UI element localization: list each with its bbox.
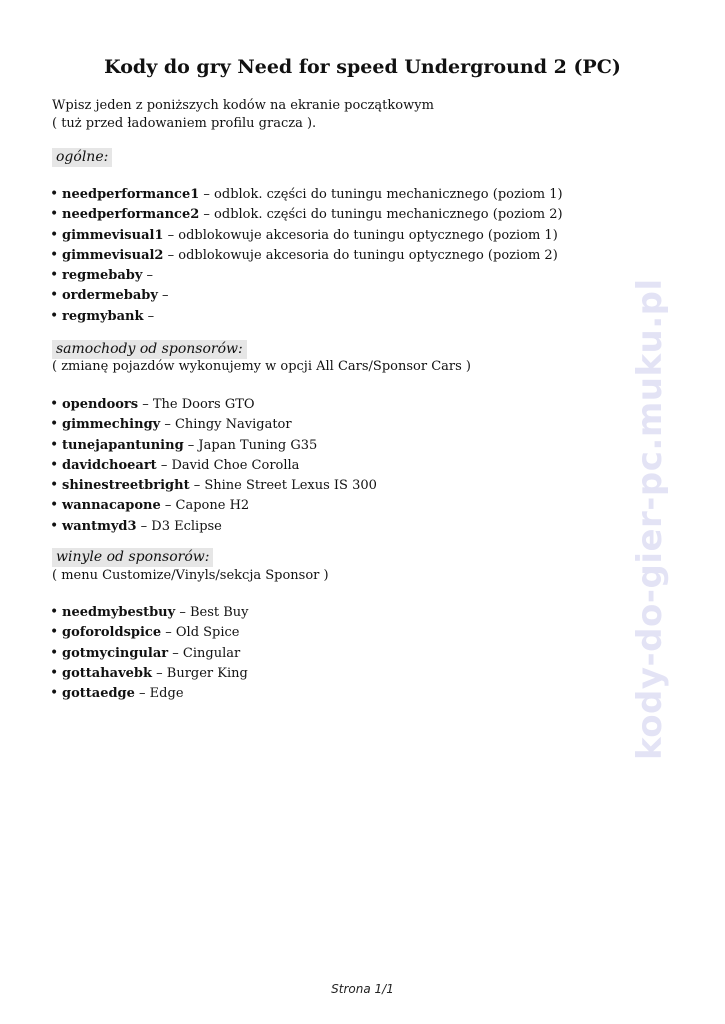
cheat-description: – David Choe Corolla xyxy=(156,457,300,473)
bullet-icon: • xyxy=(50,624,59,641)
code-list-sponsor-vinyls xyxy=(50,602,249,703)
section-heading-general: ogólne: xyxy=(52,148,112,167)
bullet-icon: • xyxy=(50,416,59,433)
list-item xyxy=(50,394,377,414)
bullet-icon: • xyxy=(50,287,59,304)
cheat-description: – Japan Tuning G35 xyxy=(183,437,318,453)
page-number: Strona 1/1 xyxy=(331,982,394,996)
cheat-code: shinestreetbright xyxy=(62,478,190,494)
bullet-icon: • xyxy=(50,226,59,243)
list-item xyxy=(50,285,563,305)
cheat-code: gotmycingular xyxy=(62,645,169,661)
list-item xyxy=(50,495,377,515)
code-list-general xyxy=(50,184,563,326)
cheat-description: – odblokowuje akcesoria do tuningu optycznego (poziom 2) xyxy=(163,247,558,263)
cheat-code: gimmevisual2 xyxy=(62,247,164,263)
cheat-description: – The Doors GTO xyxy=(138,397,255,412)
bullet-icon: • xyxy=(50,477,59,494)
bullet-icon: • xyxy=(50,517,59,534)
bullet-icon: • xyxy=(50,497,59,514)
section-heading-sponsor-vinyls: winyle od sponsorów: xyxy=(52,548,213,567)
cheat-description: – D3 Eclipse xyxy=(136,518,222,534)
section-note-sponsor-vinyls: ( menu Customize/Vinyls/sekcja Sponsor ) xyxy=(52,568,329,583)
cheat-description: – xyxy=(157,288,169,304)
list-item xyxy=(50,414,377,434)
list-item xyxy=(50,602,249,622)
list-item xyxy=(50,663,249,683)
cheat-code: needperformance1 xyxy=(62,187,200,202)
section-note-sponsor-cars: ( zmianę pojazdów wykonujemy w opcji All Cars/Sponsor Cars ) xyxy=(52,359,471,374)
cheat-code: wantmyd3 xyxy=(62,518,137,534)
list-item xyxy=(50,622,249,642)
list-item xyxy=(50,245,563,265)
bullet-icon: • xyxy=(50,307,59,324)
cheat-description: – Shine Street Lexus IS 300 xyxy=(189,478,377,494)
cheat-code: regmybank xyxy=(62,308,144,324)
list-item xyxy=(50,204,563,224)
list-item xyxy=(50,455,377,475)
page-title: Kody do gry Need for speed Underground 2 (PC) xyxy=(104,56,621,78)
cheat-code: needperformance2 xyxy=(62,207,200,223)
cheat-description: – Burger King xyxy=(152,665,248,681)
list-item xyxy=(50,435,377,455)
cheat-code: gimmevisual1 xyxy=(62,227,164,243)
cheat-code: needmybestbuy xyxy=(62,605,176,620)
cheat-code: davidchoeart xyxy=(62,457,157,473)
cheat-code: gottahavebk xyxy=(62,665,152,681)
cheat-code: opendoors xyxy=(62,397,139,412)
cheat-description: – xyxy=(143,308,155,324)
cheat-code: gottaedge xyxy=(62,686,135,702)
cheat-description: – odblok. części do tuningu mechanicznego (poziom 2) xyxy=(199,207,563,223)
bullet-icon: • xyxy=(50,186,59,202)
bullet-icon: • xyxy=(50,685,59,702)
cheat-code: tunejapantuning xyxy=(62,437,184,453)
code-list-sponsor-cars xyxy=(50,394,377,536)
bullet-icon: • xyxy=(50,246,59,263)
cheat-description: – Edge xyxy=(134,686,184,702)
cheat-description: – Capone H2 xyxy=(160,498,250,514)
bullet-icon: • xyxy=(50,664,59,681)
cheat-description: – Cingular xyxy=(168,645,241,661)
cheat-description: – Old Spice xyxy=(161,625,240,641)
cheat-code: gimmechingy xyxy=(62,417,161,433)
cheat-description: – xyxy=(142,268,154,284)
bullet-icon: • xyxy=(50,396,59,412)
list-item xyxy=(50,643,249,663)
bullet-icon: • xyxy=(50,456,59,473)
cheat-description: – Best Buy xyxy=(175,605,249,620)
bullet-icon: • xyxy=(50,644,59,661)
cheat-code: regmebaby xyxy=(62,268,143,284)
list-item xyxy=(50,184,563,204)
list-item xyxy=(50,475,377,495)
list-item xyxy=(50,683,249,703)
list-item xyxy=(50,306,563,326)
cheat-description: – Chingy Navigator xyxy=(160,417,292,433)
bullet-icon: • xyxy=(50,436,59,453)
list-item xyxy=(50,225,563,245)
cheat-code: wannacapone xyxy=(62,498,161,514)
intro-line-1: Wpisz jeden z poniższych kodów na ekranie początkowym xyxy=(52,98,434,113)
bullet-icon: • xyxy=(50,267,59,284)
list-item xyxy=(50,265,563,285)
watermark: kody-do-gier-pc.muku.pl xyxy=(630,278,670,760)
cheat-description: – odblok. części do tuningu mechanicznego (poziom 1) xyxy=(199,187,563,202)
cheat-code: goforoldspice xyxy=(62,625,162,641)
intro-line-2: ( tuż przed ładowaniem profilu gracza ). xyxy=(52,116,317,131)
cheat-description: – odblokowuje akcesoria do tuningu optycznego (poziom 1) xyxy=(163,227,558,243)
list-item xyxy=(50,516,377,536)
bullet-icon: • xyxy=(50,206,59,223)
section-heading-sponsor-cars: samochody od sponsorów: xyxy=(52,340,247,359)
intro-text xyxy=(52,97,434,133)
cheat-code: ordermebaby xyxy=(62,288,158,304)
bullet-icon: • xyxy=(50,604,59,620)
